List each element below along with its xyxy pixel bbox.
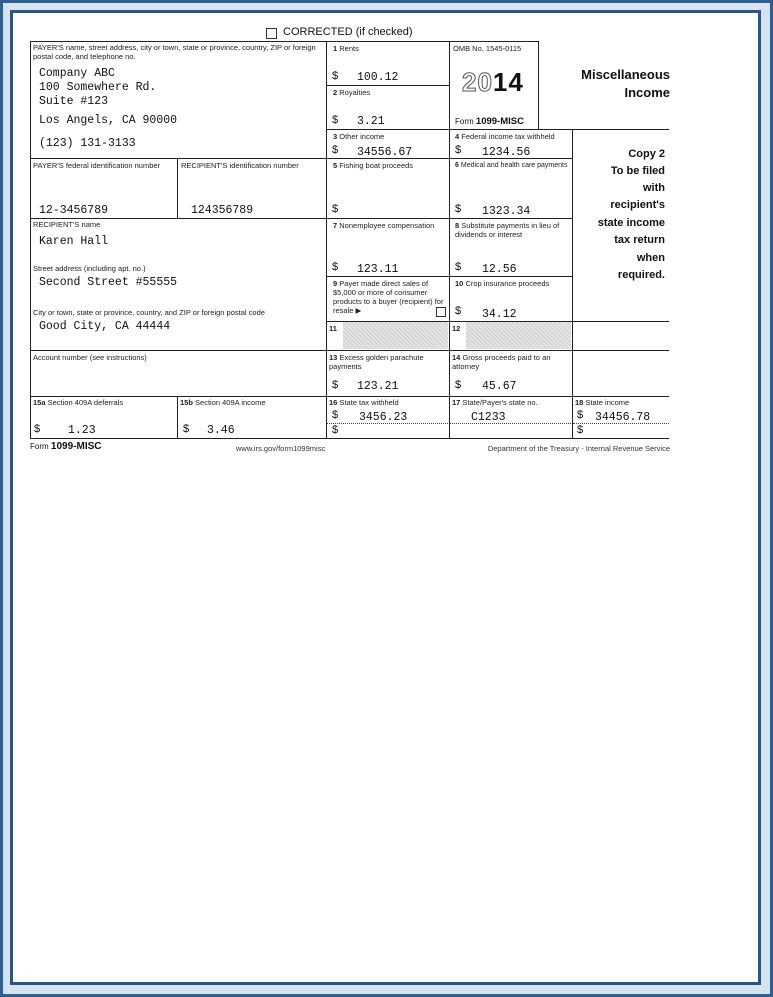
recipient-id-label: RECIPIENT'S identification number — [181, 161, 299, 170]
box2-label: 2 Royalties — [333, 88, 371, 97]
box10-label: 10 Crop insurance proceeds — [455, 279, 550, 288]
box14-label: 14 Gross proceeds paid to an attorney — [452, 353, 551, 371]
box11-field[interactable] — [343, 322, 448, 349]
box8-value[interactable]: 12.56 — [482, 263, 517, 276]
box1-label: 1 Rents — [333, 44, 359, 53]
box18-dollar-sign-2: $ — [577, 424, 584, 436]
box13-value[interactable]: 123.21 — [357, 380, 399, 393]
corrected-label: CORRECTED (if checked) — [283, 26, 413, 38]
box4-dollar-sign: $ — [455, 144, 462, 156]
box3-value[interactable]: 34556.67 — [357, 146, 413, 159]
box10-value[interactable]: 34.12 — [482, 308, 517, 321]
box8-dollar-sign: $ — [455, 261, 462, 273]
box15a-value[interactable]: 1.23 — [68, 424, 96, 437]
box5-dollar-sign: $ — [332, 203, 339, 215]
form-title-line1: Miscellaneous — [581, 67, 670, 82]
recipient-name-label: RECIPIENT'S name — [33, 220, 101, 229]
box17-value[interactable]: C1233 — [471, 411, 506, 424]
box10-dollar-sign: $ — [455, 305, 462, 317]
box15a-label: 15a Section 409A deferrals — [33, 398, 124, 407]
box13-dollar-sign: $ — [332, 379, 339, 391]
box9-label: 9 Payer made direct sales of $5,000 or more of consumer products to a buyer (recipient) for resale ▶ — [333, 279, 444, 315]
box6-value[interactable]: 1323.34 — [482, 205, 531, 218]
box15b-dollar-sign: $ — [183, 423, 190, 435]
recipient-street-label: Street address (including apt. no.) — [33, 264, 146, 273]
payer-fed-id[interactable]: 12-3456789 — [39, 204, 109, 217]
recipient-id[interactable]: 124356789 — [191, 204, 254, 217]
copy-line-5: tax return — [614, 234, 665, 246]
box18-value[interactable]: 34456.78 — [595, 411, 651, 424]
recipient-name[interactable]: Karen Hall — [39, 235, 109, 248]
box5-label: 5 Fishing boat proceeds — [333, 161, 414, 170]
box16-dollar-sign-2: $ — [332, 424, 339, 436]
box16-value[interactable]: 3456.23 — [359, 411, 408, 424]
year-prefix: 20 — [462, 67, 493, 97]
box12-field[interactable] — [466, 322, 571, 349]
year-suffix: 14 — [492, 67, 524, 97]
box16-dollar-sign: $ — [332, 409, 339, 421]
copy-line-4: state income — [597, 217, 665, 229]
payer-address2[interactable]: Suite #123 — [39, 95, 109, 108]
footer-url[interactable]: www.irs.gov/form1099misc — [236, 444, 326, 453]
box15b-value[interactable]: 3.46 — [207, 424, 235, 437]
copy-line-3: recipient's — [610, 199, 665, 211]
box6-label: 6 Medical and health care payments — [455, 162, 568, 169]
payer-phone[interactable]: (123) 131-3133 — [39, 137, 136, 150]
payer-name[interactable]: Company ABC — [39, 67, 115, 80]
box15a-dollar-sign: $ — [34, 423, 41, 435]
copy-line-6: when — [636, 252, 665, 264]
box14-dollar-sign: $ — [455, 379, 462, 391]
recipient-street[interactable]: Second Street #55555 — [39, 276, 178, 289]
omb-number: OMB No. 1545-0115 — [453, 44, 522, 53]
copy-line-7: required. — [617, 269, 665, 281]
box6-dollar-sign: $ — [455, 203, 462, 215]
box8-label: 8 Substitute payments in lieu of dividends or interest — [455, 221, 560, 239]
form-title-line2: Income — [624, 85, 670, 100]
box7-label: 7 Nonemployee compensation — [333, 221, 435, 230]
copy-line-2: with — [643, 182, 665, 194]
footer-form-name: Form 1099-MISC — [30, 441, 102, 452]
form-1099-misc — [13, 13, 758, 982]
box4-value[interactable]: 1234.56 — [482, 146, 531, 159]
box13-label: 13 Excess golden parachute payments — [329, 353, 424, 371]
box12-label: 12 — [452, 324, 461, 333]
box2-dollar-sign: $ — [332, 114, 339, 126]
recipient-city[interactable]: Good City, CA 44444 — [39, 320, 171, 333]
box2-value[interactable]: 3.21 — [357, 115, 385, 128]
box7-dollar-sign: $ — [332, 261, 339, 273]
corrected-checkbox[interactable] — [266, 28, 277, 39]
box14-value[interactable]: 45.67 — [482, 380, 517, 393]
box18-dollar-sign: $ — [577, 409, 584, 421]
box15b-label: 15b Section 409A income — [180, 398, 266, 407]
payer-fed-id-label: PAYER'S federal identification number — [33, 161, 161, 170]
copy-title: Copy 2 — [628, 148, 665, 160]
box9-checkbox[interactable] — [436, 307, 446, 317]
box17-label: 17 State/Payer's state no. — [452, 398, 538, 407]
form-name-top: Form 1099-MISC — [455, 116, 524, 127]
box7-value[interactable]: 123.11 — [357, 263, 399, 276]
box16-label: 16 State tax withheld — [329, 398, 399, 407]
box1-dollar-sign: $ — [332, 70, 339, 82]
copy-line-1: To be filed — [610, 165, 665, 177]
payer-address1[interactable]: 100 Somewhere Rd. — [39, 81, 157, 94]
box4-label: 4 Federal income tax withheld — [455, 132, 555, 141]
payer-city[interactable]: Los Angels, CA 90000 — [39, 114, 178, 127]
box3-dollar-sign: $ — [332, 144, 339, 156]
payer-label: PAYER'S name, street address, city or town, state or province, country, ZIP or foreign postal code, and telephone no. — [33, 43, 316, 61]
tax-year — [462, 67, 524, 98]
box11-label: 11 — [329, 324, 337, 333]
recipient-city-label: City or town, state or province, country, and ZIP or foreign postal code — [33, 308, 265, 317]
box3-label: 3 Other income — [333, 132, 385, 141]
box1-value[interactable]: 100.12 — [357, 71, 399, 84]
box18-label: 18 State income — [575, 398, 630, 407]
account-number-label: Account number (see instructions) — [33, 353, 147, 362]
footer-department: Department of the Treasury - Internal Revenue Service — [487, 444, 670, 453]
